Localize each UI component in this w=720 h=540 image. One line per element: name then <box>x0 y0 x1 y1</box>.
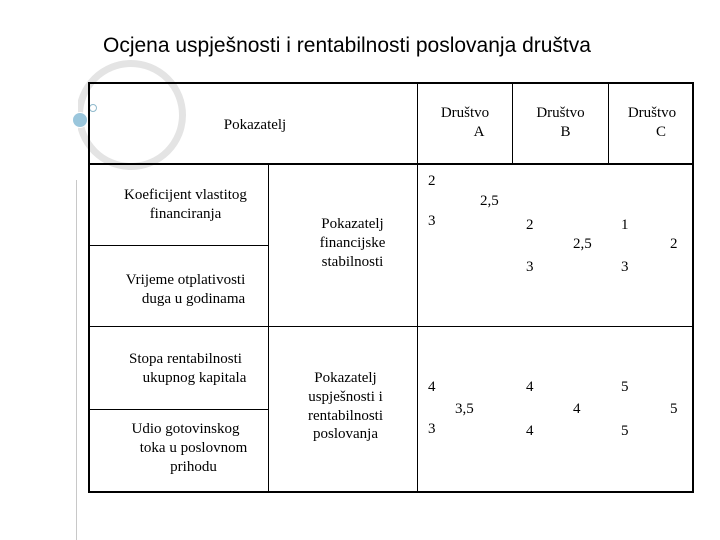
group-separator <box>88 326 694 327</box>
b-stopa-value: 4 <box>526 379 534 395</box>
c-vrijeme-value: 3 <box>621 259 629 275</box>
row-label-vrijeme <box>98 271 273 309</box>
group-label-line: Pokazatelj <box>314 370 377 386</box>
col-separator-a <box>417 82 418 493</box>
a-udio-value: 3 <box>428 421 436 437</box>
row-label-stopa <box>98 350 273 388</box>
header-drustvo-b-line2: B <box>560 123 571 140</box>
row-label-line: Udio gotovinskog <box>131 421 240 437</box>
header-drustvo-a-line1: Društvo <box>440 105 490 121</box>
row-label-line: toka u poslovnom <box>139 439 248 456</box>
table-border-top <box>88 82 694 84</box>
row-label-line: financiranja <box>149 205 222 222</box>
row-label-koeficijent <box>98 186 273 224</box>
c-stabilnost-average: 2 <box>670 236 678 252</box>
a-vrijeme-value: 3 <box>428 213 436 229</box>
group-label-line: poslovanja <box>313 426 378 443</box>
group-label-line: uspješnosti i <box>308 388 383 405</box>
b-udio-value: 4 <box>526 423 534 439</box>
a-stopa-value: 4 <box>428 379 436 395</box>
header-drustvo-b-line1: Društvo <box>536 105 585 121</box>
header-drustvo-c <box>609 104 695 142</box>
b-koeficijent-value: 2 <box>526 217 534 233</box>
row-label-line: Vrijeme otplativosti <box>125 272 246 288</box>
b-stabilnost-average: 2,5 <box>573 236 592 252</box>
group-label-line: stabilnosti <box>321 253 384 270</box>
group-label-uspjesnosti <box>274 369 417 444</box>
row-separator-1 <box>88 245 268 246</box>
header-separator <box>88 163 694 165</box>
group-label-financijske-stabilnosti <box>290 215 415 271</box>
a-koeficijent-value: 2 <box>428 173 436 189</box>
c-stopa-value: 5 <box>621 379 629 395</box>
a-uspjesnost-average: 3,5 <box>455 401 474 417</box>
header-drustvo-a <box>418 104 512 142</box>
row-label-line: Koeficijent vlastitog <box>124 187 247 203</box>
c-uspjesnost-average: 5 <box>670 401 678 417</box>
row-separator-2 <box>88 409 268 410</box>
c-udio-value: 5 <box>621 423 629 439</box>
row-label-line: prihodu <box>170 458 217 475</box>
page-title: Ocjena uspješnosti i rentabilnosti poslovanja društva <box>103 34 591 57</box>
row-label-udio <box>98 420 273 476</box>
table-border-left <box>88 82 90 493</box>
table-border-bottom <box>88 491 694 493</box>
header-drustvo-c-line1: Društvo <box>627 105 677 121</box>
c-koeficijent-value: 1 <box>621 217 629 233</box>
header-drustvo-b <box>513 104 608 142</box>
table-border-right <box>692 82 694 493</box>
b-vrijeme-value: 3 <box>526 259 534 275</box>
group-label-line: financijske <box>319 234 386 251</box>
header-pokazatelj: Pokazatelj <box>223 117 287 133</box>
row-label-line: Stopa rentabilnosti <box>129 351 242 367</box>
header-drustvo-c-line2: C <box>655 123 666 140</box>
group-label-line: rentabilnosti <box>308 407 383 424</box>
b-uspjesnost-average: 4 <box>573 401 581 417</box>
a-stabilnost-average: 2,5 <box>480 193 499 209</box>
group-label-line: Pokazatelj <box>321 216 384 232</box>
header-drustvo-a-line2: A <box>473 123 485 140</box>
row-label-line: duga u godinama <box>141 290 246 307</box>
row-label-line: ukupnog kapitala <box>142 369 247 386</box>
